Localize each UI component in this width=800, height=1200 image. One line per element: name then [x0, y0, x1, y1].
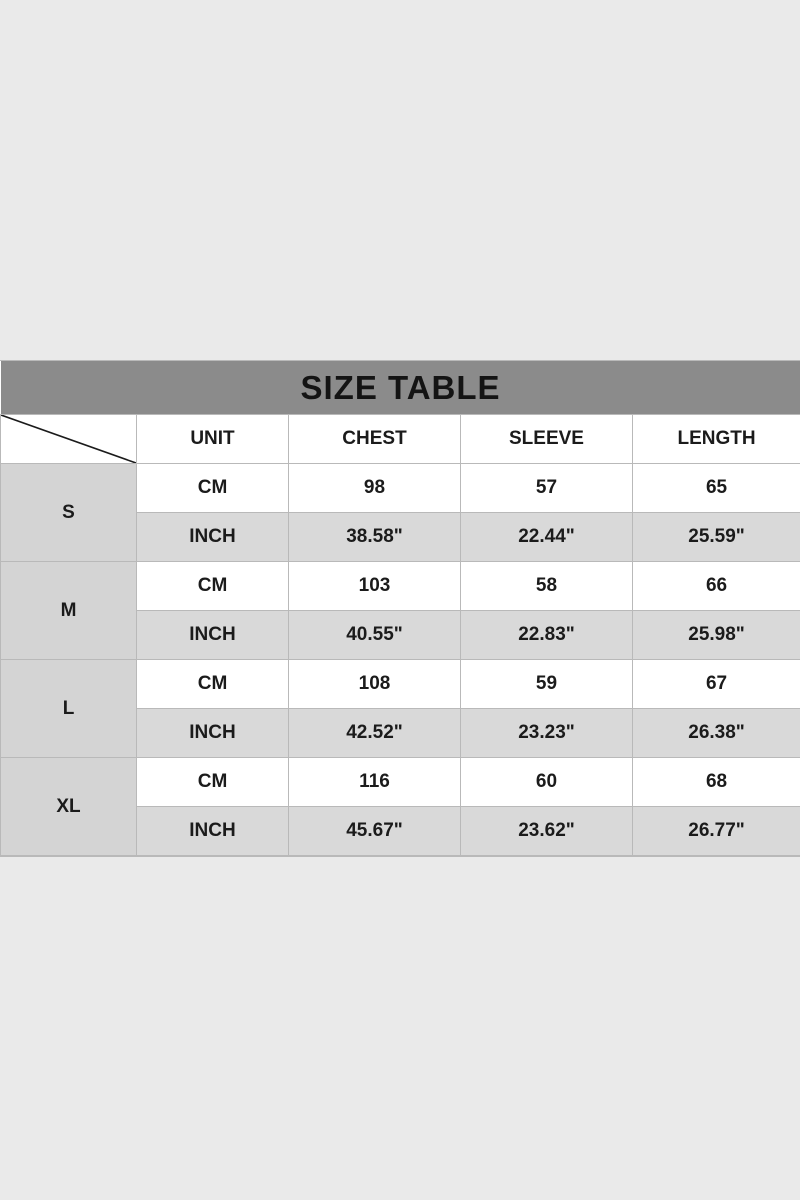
size-label-l: L — [1, 660, 137, 758]
size-table — [0, 361, 800, 856]
column-header-sleeve: SLEEVE — [461, 415, 633, 464]
column-header-length: LENGTH — [633, 415, 800, 464]
diagonal-split-icon — [1, 415, 137, 464]
table-title-row — [1, 361, 800, 415]
sleeve-value: 60 — [461, 758, 633, 807]
chest-value: 103 — [289, 562, 461, 611]
length-value: 25.59" — [633, 513, 800, 562]
size-label-xl: XL — [1, 758, 137, 856]
table-row — [1, 562, 800, 611]
unit-cell: CM — [137, 464, 289, 513]
unit-cell: INCH — [137, 709, 289, 758]
table-header-row — [1, 415, 800, 464]
size-label-m: M — [1, 562, 137, 660]
chest-value: 40.55" — [289, 611, 461, 660]
length-value: 25.98" — [633, 611, 800, 660]
unit-cell: CM — [137, 758, 289, 807]
table-row — [1, 464, 800, 513]
table-row — [1, 660, 800, 709]
sleeve-value: 59 — [461, 660, 633, 709]
length-value: 26.38" — [633, 709, 800, 758]
column-header-unit: UNIT — [137, 415, 289, 464]
length-value: 26.77" — [633, 807, 800, 856]
chest-value: 45.67" — [289, 807, 461, 856]
page-title: SIZE TABLE — [1, 361, 800, 415]
unit-cell: INCH — [137, 513, 289, 562]
unit-cell: INCH — [137, 611, 289, 660]
sleeve-value: 22.44" — [461, 513, 633, 562]
chest-value: 108 — [289, 660, 461, 709]
sleeve-value: 23.62" — [461, 807, 633, 856]
length-value: 68 — [633, 758, 800, 807]
sleeve-value: 57 — [461, 464, 633, 513]
chest-value: 116 — [289, 758, 461, 807]
diagonal-line-icon — [1, 415, 136, 463]
length-value: 67 — [633, 660, 800, 709]
sleeve-value: 23.23" — [461, 709, 633, 758]
length-value: 66 — [633, 562, 800, 611]
table-row — [1, 758, 800, 807]
sleeve-value: 58 — [461, 562, 633, 611]
unit-cell: CM — [137, 562, 289, 611]
chest-value: 98 — [289, 464, 461, 513]
size-label-s: S — [1, 464, 137, 562]
chest-value: 38.58" — [289, 513, 461, 562]
unit-cell: CM — [137, 660, 289, 709]
unit-cell: INCH — [137, 807, 289, 856]
chest-value: 42.52" — [289, 709, 461, 758]
sleeve-value: 22.83" — [461, 611, 633, 660]
length-value: 65 — [633, 464, 800, 513]
column-header-chest: CHEST — [289, 415, 461, 464]
size-table-container — [0, 360, 800, 857]
